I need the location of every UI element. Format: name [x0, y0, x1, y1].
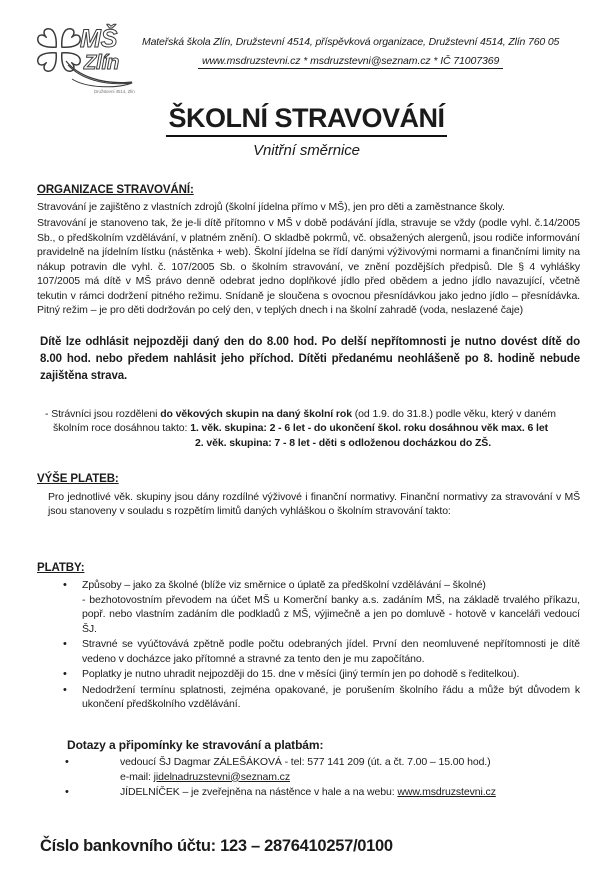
contact-jidelnicek-text: JÍDELNÍČEK – je zveřejněna na nástěnce v hale a na webu:: [120, 786, 398, 798]
age-group-lead: školním roce dosáhnou takto:: [53, 422, 191, 434]
page-title: ŠKOLNÍ STRAVOVÁNÍ: [166, 103, 446, 137]
contact-section-heading: Dotazy a připomínky ke stravování a platbám:: [67, 737, 324, 752]
section-heading-platby: PLATBY:: [37, 561, 85, 574]
logo-tagline: Družstevní 4514, Zlín: [94, 89, 135, 94]
contact-item-vedouci: [37, 755, 580, 784]
document-body: [0, 183, 613, 800]
header-separator-1: *: [300, 55, 311, 67]
platby-bullet-list: [37, 578, 580, 712]
age-groups-intro-bold: do věkových skupin na daný školní rok: [160, 407, 352, 420]
school-address-line: Mateřská škola Zlín, Družstevní 4514, příspěvková organizace, Družstevní 4514, Zlín 760 05: [142, 36, 560, 48]
cancellation-notice: Dítě lze odhlásit nejpozději daný den do 8.00 hod. Po delší nepřítomnosti je nutno dovést dítě do 8.00 hod. nebo předem nahlásit jeho příchod. Dítěti předanému neohlášeně po 8. hodině nebude zajištěna strava.: [40, 335, 580, 382]
page-subtitle: Vnitřní směrnice: [253, 142, 360, 159]
platby-bullet-poplatky: • Poplatky je nutno uhradit nejpozději do 15. dne v měsíci (jiný termín jen po dohodě s ředitelkou).: [37, 667, 580, 682]
contact-vedouci-line: • vedoucí ŠJ Dagmar ZÁLEŠÁKOVÁ - tel: 577 141 209 (út. a čt. 7.00 – 15.00 hod.): [120, 756, 491, 768]
contact-email-line: [120, 770, 580, 785]
age-groups-intro-rest: (od 1.9. do 31.8.) podle věku, který v daném: [351, 407, 556, 420]
header-text-block: [142, 35, 559, 69]
organizace-paragraph-2: Stravování je stanoveno tak, že je-li dítě přítomno v MŠ v době podávání jídla, stravuje se vždy (podle vyhl. č.14/2005 Sb., o předškolním vzdělávání, v platném znění). O skladbě pokrmů, vč. obsažených alergenů, jsou rodiče informování pravidelně na jídelním lístku (nástěnka + web). Školní jídelna se řídí danými výživovými normami a finančními limity na nákup potravin dle vyhl. č. 107/2005 Sb. o školním stravování, ve znění pozdějších předpisů. Dle § 4 vyhlášky 107/2005 má dítě v MŠ právo denně odebrat jedno doplňkové jídlo před obědem a jedno jídlo navazující, včetně tekutin v rámci dodržení pitného režimu. Snídaně je sloučena s ovocnou přesnídávkou jako jedno jídlo – přesnídávka. Pitný režim – je pro děti dodržován po celý den, v teplých dnech i na školní zahradě (voda, neslazené čaje): [37, 217, 580, 316]
section-heading-organizace: ORGANIZACE STRAVOVÁNÍ:: [37, 184, 194, 196]
platby-bullet-zpusoby: [37, 578, 580, 636]
header-email-link[interactable]: msdruzstevni@seznam.cz: [310, 55, 431, 67]
logo-text-zlin: Zlín: [84, 52, 120, 74]
document-header: [26, 13, 613, 101]
age-group-1-line: [45, 421, 580, 436]
age-groups-block: [37, 407, 580, 451]
header-separator-2: *: [430, 55, 441, 67]
age-groups-line-1: [45, 407, 580, 422]
age-group-2-line: [45, 436, 580, 451]
platby-bullet-zpusoby-line2: - bezhotovostním převodem na účet MŠ u Komerční banky a.s. zadáním MŠ, na základě trvalého příkazu, popř. nebo vlastním zadáním dle podkladů z MŠ, výjimečně a jen po domluvě - hotově v kanceláři vedoucí ŠJ.: [82, 593, 580, 635]
header-website-link[interactable]: www.msdruzstevni.cz: [201, 55, 301, 67]
age-groups-intro: - Strávníci jsou rozděleni: [45, 407, 161, 420]
age-group-1-label: 1. věk. skupina: 2 - 6 let: [190, 422, 305, 434]
school-clover-logo: [26, 13, 138, 101]
age-group-1-desc: - do ukončení škol. roku dosáhnou věk max. 6 let: [304, 422, 548, 434]
school-contact-line: [142, 54, 559, 69]
bank-account-line: Číslo bankovního účtu: 123 – 2876410257/0100: [40, 836, 393, 855]
title-block: [0, 103, 613, 159]
platby-bullet-nedodrzeni: • Nedodržení termínu splatnosti, zejména opakované, je porušením školního řádu a může být důvodem k ukončení předškolního vzdělávání.: [37, 683, 580, 712]
age-group-2-desc: - děti s odloženou docházkou do ZŠ.: [309, 436, 492, 449]
contact-item-jidelnicek: [37, 785, 580, 800]
contact-website-link[interactable]: www.msdruzstevni.cz: [397, 786, 496, 798]
organizace-paragraph-1: Stravování je zajištěno z vlastních zdrojů (školní jídelna přímo v MŠ), jen pro děti a zaměstnance školy.: [37, 200, 505, 213]
platby-bullet-zpusoby-line1: • Způsoby – jako za školné (blíže viz směrnice o úplatě za předškolní vzdělávání – školné): [82, 579, 486, 591]
contact-email-label: e-mail:: [120, 770, 154, 783]
contact-email-link[interactable]: jidelnadruzstevni@seznam.cz: [153, 770, 290, 783]
platby-bullet-stravne: • Stravné se vyúčtovává zpětně podle počtu odebraných jídel. První den neomluvené nepřítomnosti je dítě vedeno v docházce jako přítomné a stravné za tento den je mu započítáno.: [37, 637, 580, 666]
age-group-2-label: 2. věk. skupina: 7 - 8 let: [195, 436, 310, 449]
contact-list: [37, 755, 580, 800]
header-ic-number: IČ 71007369: [440, 55, 500, 67]
logo-text-ms: MŠ: [80, 25, 118, 53]
vyse-plateb-paragraph: Pro jednotlivé věk. skupiny jsou dány rozdílné výživové i finanční normativy. Finanční normativy za stravování v MŠ jsou stanoveny v souladu s rozpětím limitů daných vyhláškou o školním stravování takto:: [48, 490, 580, 517]
section-heading-vyse-plateb: VÝŠE PLATEB:: [37, 473, 119, 485]
